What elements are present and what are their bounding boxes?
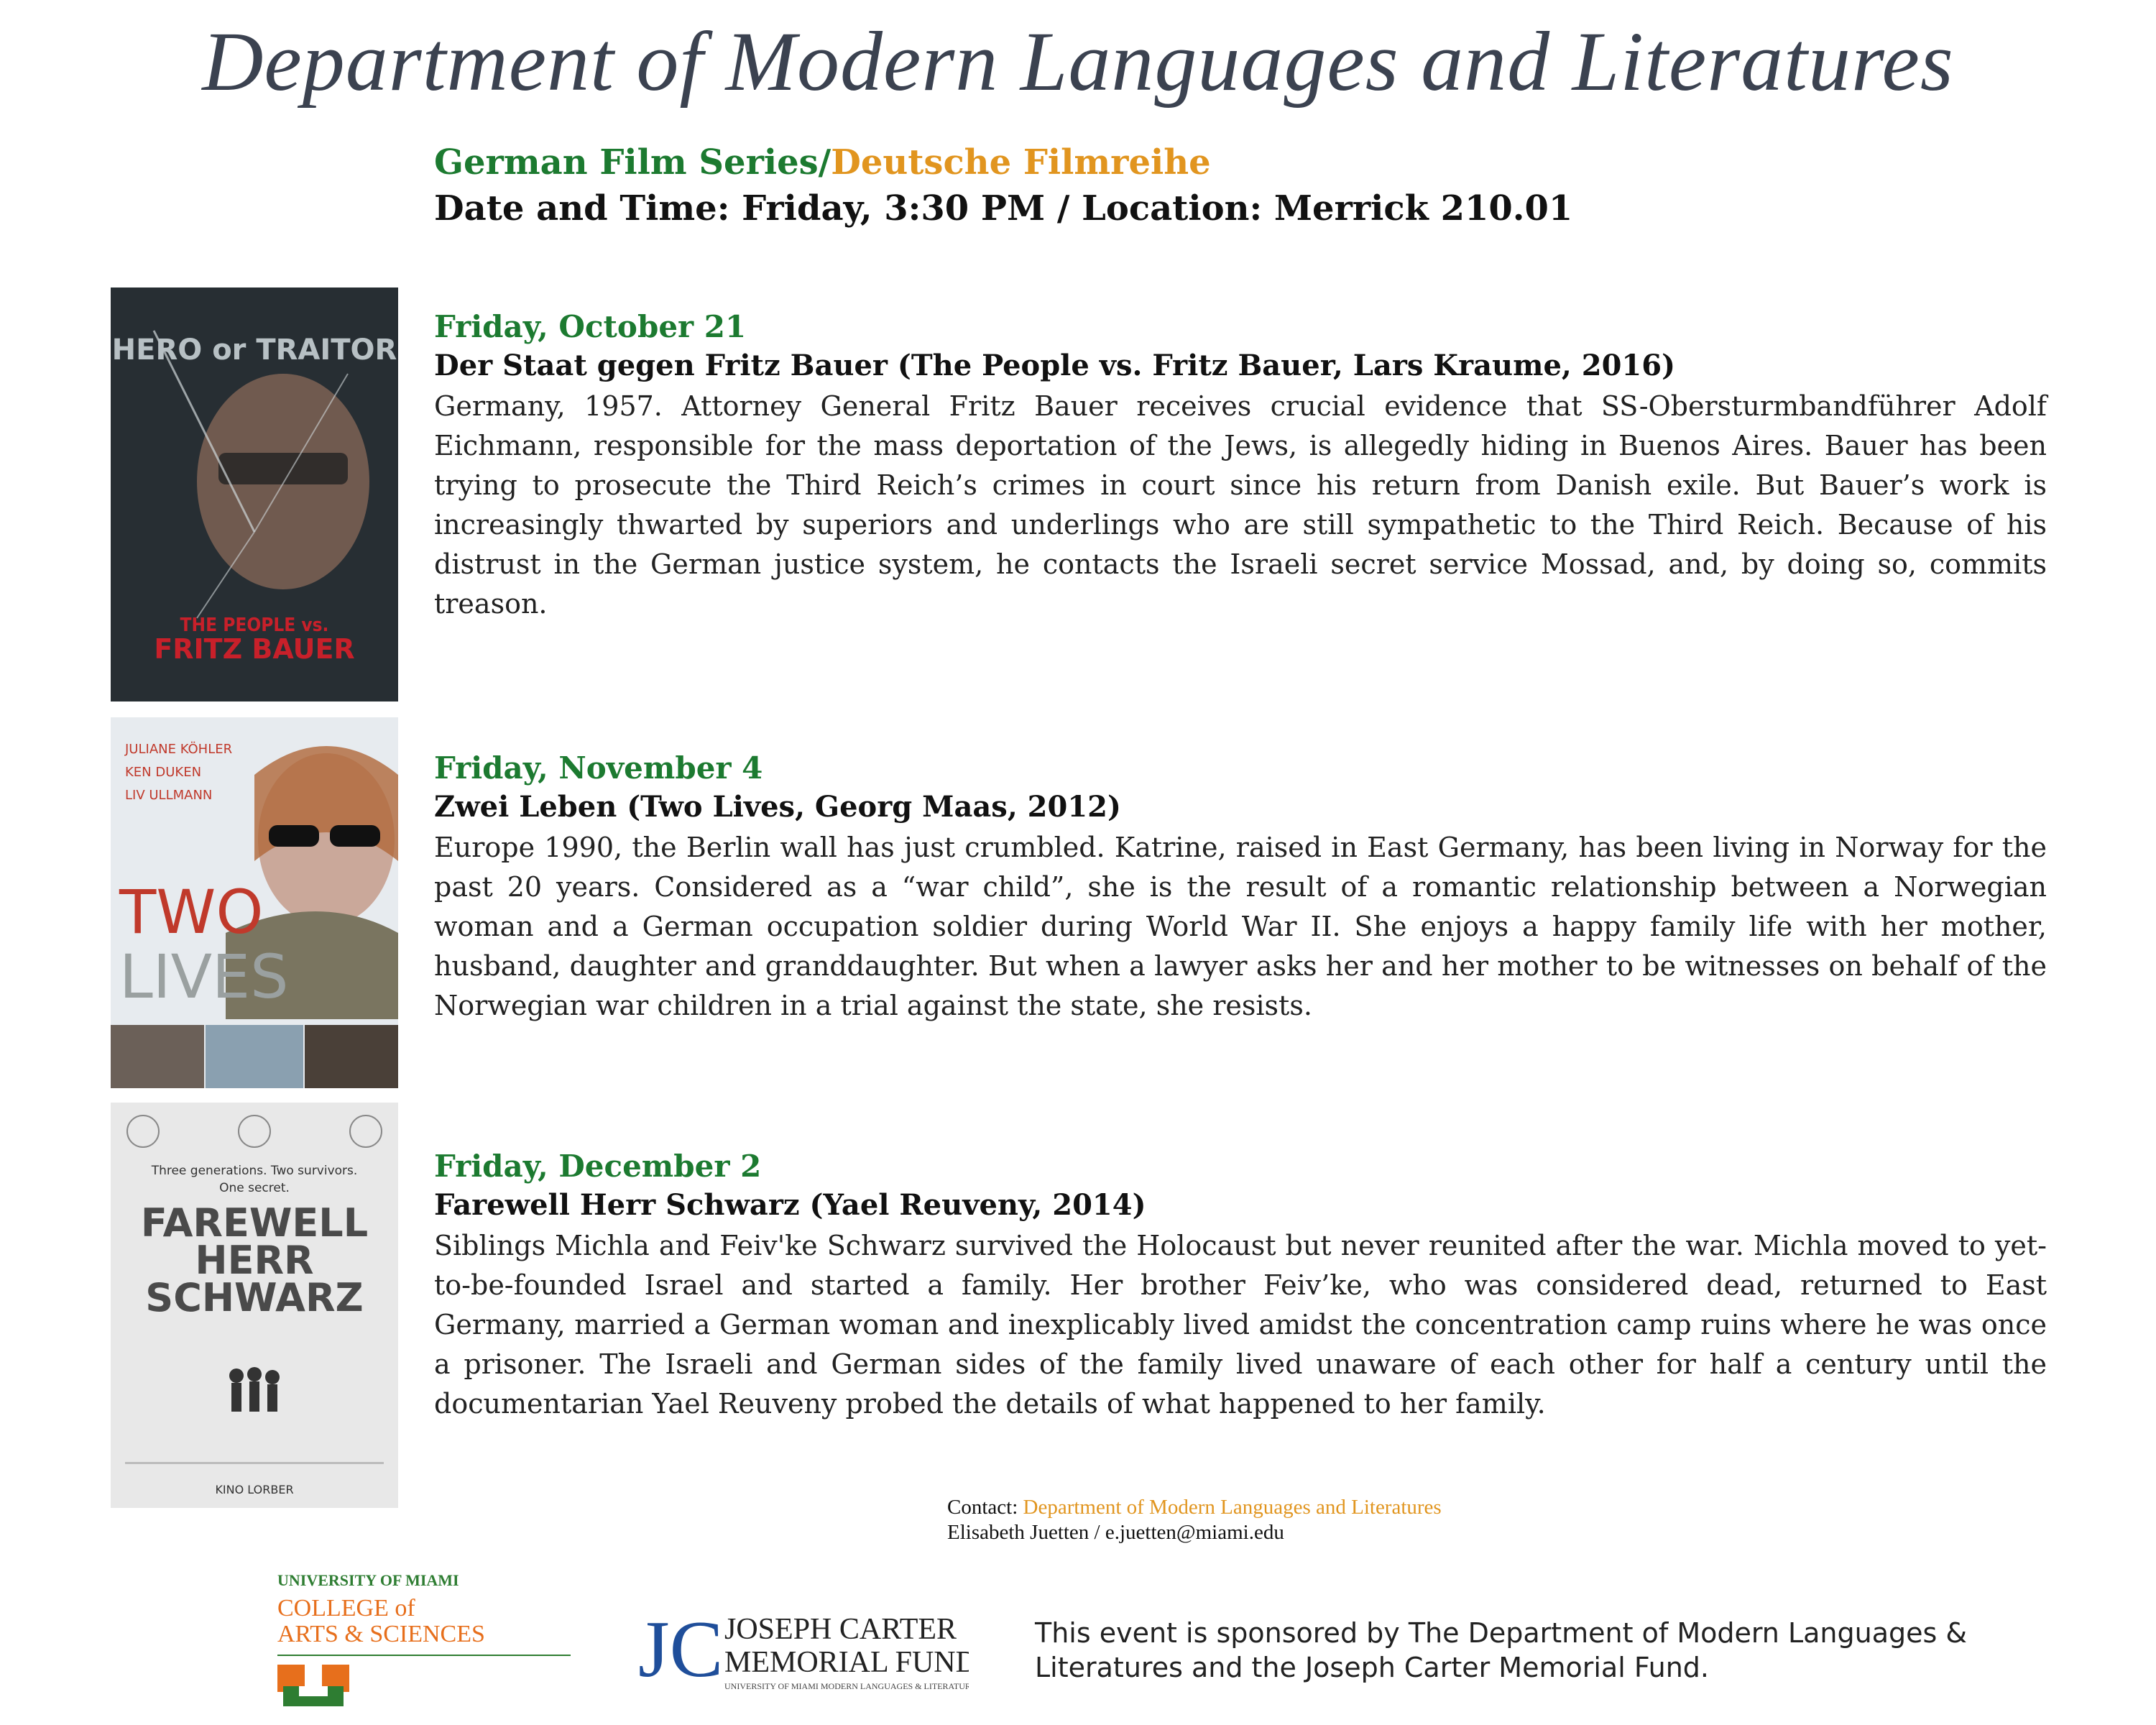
film-description: Germany, 1957. Attorney General Fritz Bauer receives crucial evidence that SS-Obersturmbandführer Adolf Eichmann, responsible for the mass deportation of the Jews, is allegedly hiding in Buenos Aires. Bauer has been trying to prosecute the Third Reich’s crimes in court since his return from Danish exile. But Bauer’s work is increasingly thwarted by superiors and underlings who are still sympathetic to the Third Reich. Because of his distrust in the German justice system, he contacts the Israeli secret service Mossad, and, by doing so, commits treason. bbox=[434, 390, 2047, 620]
film-date: Friday, November 4 bbox=[434, 750, 763, 786]
series-german: Deutsche Filmreihe bbox=[831, 142, 1211, 183]
film-description: Europe 1990, the Berlin wall has just crumbled. Katrine, raised in East Germany, has been living in Norway for the past 20 years. Considered as a “war child”, she is the result of a romantic relationship between a Norwegian woman and a German occupation soldier during World War II. She enjoys a happy family life with her mother, husband, daughter and granddaughter. But when a lawyer asks her and her mother to be witnesses on behalf of the Norwegian war children in a trial against the state, she resists. bbox=[434, 832, 2047, 1021]
poster-two-lives bbox=[111, 717, 398, 1088]
contact-label: Contact: bbox=[947, 1496, 1023, 1519]
um-u-icon bbox=[277, 1665, 349, 1708]
jc-line-2: MEMORIAL FUND bbox=[724, 1646, 969, 1679]
poster-cast-2: KEN DUKEN bbox=[125, 765, 202, 780]
series-english: German Film Series/ bbox=[434, 142, 831, 183]
contact-department-link[interactable]: Department of Modern Languages and Literatures bbox=[1023, 1496, 1442, 1519]
um-divider bbox=[277, 1655, 571, 1656]
svg-text:JC: JC bbox=[638, 1605, 724, 1694]
film-title: Zwei Leben (Two Lives, Georg Maas, 2012) bbox=[434, 790, 1121, 824]
contact-person: Elisabeth Juetten / e.juetten@miami.edu bbox=[947, 1521, 1284, 1544]
um-college-logo bbox=[277, 1571, 571, 1708]
film-title: Farewell Herr Schwarz (Yael Reuveny, 2014) bbox=[434, 1188, 1146, 1222]
poster-farewell-herr-schwarz bbox=[111, 1103, 398, 1508]
film-1 bbox=[434, 309, 2047, 624]
series-heading bbox=[434, 142, 1211, 183]
poster-tagline: HERO or TRAITOR bbox=[111, 334, 397, 367]
film-title: Der Staat gegen Fritz Bauer (The People vs. Fritz Bauer, Lars Kraume, 2016) bbox=[434, 349, 1675, 382]
jc-subtitle: UNIVERSITY OF MIAMI MODERN LANGUAGES & LITERATURES bbox=[724, 1681, 969, 1691]
um-college-text bbox=[277, 1596, 571, 1647]
svg-text:THE PEOPLE vs.: THE PEOPLE vs. bbox=[180, 615, 329, 636]
poster-cast-3: LIV ULLMANN bbox=[125, 788, 213, 803]
poster-title-1: FAREWELL bbox=[140, 1200, 369, 1246]
joseph-carter-logo bbox=[638, 1604, 969, 1701]
contact-block bbox=[947, 1495, 1442, 1545]
poster-tagline-2: One secret. bbox=[219, 1181, 290, 1195]
page-title: Department of Modern Languages and Literatures bbox=[202, 14, 1954, 109]
film-2 bbox=[434, 750, 2047, 1026]
svg-text:FRITZ BAUER: FRITZ BAUER bbox=[154, 633, 355, 665]
um-college-line-2: ARTS & SCIENCES bbox=[277, 1621, 485, 1647]
film-description: Siblings Michla and Feiv'ke Schwarz survived the Holocaust but never reunited after the war. Michla moved to yet-to-be-founded Israel and started a family. Her brother Feiv’ke, who was considered dead, returned to East Germany, married a German woman and inexplicably lived amidst the concentration camp ruins where he was once a prisoner. The Israeli and German sides of the family lived unaware of each other for half a century until the documentarian Yael Reuveny probed the details of what happened to her family. bbox=[434, 1230, 2047, 1420]
poster-tagline-1: Three generations. Two survivors. bbox=[151, 1164, 358, 1178]
poster-title-2: LIVES bbox=[119, 942, 289, 1012]
poster-cast-1: JULIANE KÖHLER bbox=[125, 742, 233, 757]
film-date: Friday, October 21 bbox=[434, 309, 747, 344]
poster-fritz-bauer bbox=[111, 288, 398, 702]
jc-line-1: JOSEPH CARTER bbox=[724, 1613, 957, 1646]
poster-title-1: TWO bbox=[119, 877, 264, 947]
date-time-location: Date and Time: Friday, 3:30 PM / Location: Merrick 210.01 bbox=[434, 188, 1573, 229]
um-university-text: UNIVERSITY OF MIAMI bbox=[277, 1571, 459, 1589]
um-college-line-1: COLLEGE of bbox=[277, 1595, 415, 1622]
poster-distributor: KINO LORBER bbox=[215, 1483, 294, 1496]
poster-title-3: SCHWARZ bbox=[145, 1275, 364, 1320]
film-3 bbox=[434, 1149, 2047, 1424]
poster-title-2: HERR bbox=[195, 1238, 314, 1283]
film-date: Friday, December 2 bbox=[434, 1149, 762, 1184]
sponsor-note: This event is sponsored by The Department of Modern Languages & Literatures and the Joseph Carter Memorial Fund. bbox=[1035, 1617, 1968, 1683]
